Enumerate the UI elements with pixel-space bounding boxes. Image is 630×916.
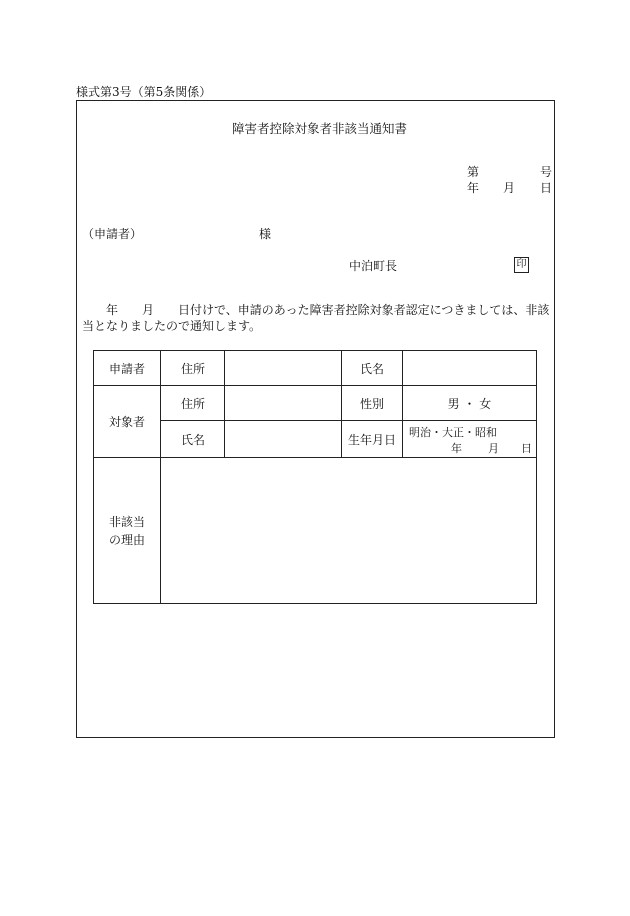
subject-name-field[interactable] bbox=[225, 421, 342, 458]
birth-month: 月 bbox=[488, 442, 499, 455]
applicant-label: （申請者） bbox=[82, 227, 143, 241]
form-number-label: 様式第3号（第5条関係） bbox=[76, 85, 212, 99]
birthdate-field[interactable] bbox=[403, 421, 537, 458]
details-table bbox=[93, 350, 537, 604]
date-day: 日 bbox=[540, 181, 553, 195]
birth-day: 日 bbox=[521, 442, 532, 455]
body-month: 月 bbox=[142, 303, 155, 317]
number-dai: 第 bbox=[467, 165, 480, 179]
reason-label-line2: の理由 bbox=[108, 532, 145, 547]
era-options: 明治・大正・昭和 bbox=[409, 426, 497, 439]
reason-field[interactable] bbox=[161, 458, 537, 604]
birthdate-label: 生年月日 bbox=[342, 421, 403, 458]
date-month: 月 bbox=[503, 181, 516, 195]
date-year: 年 bbox=[467, 181, 480, 195]
reason-label-line1: 非該当 bbox=[108, 514, 145, 529]
applicant-name-field[interactable] bbox=[403, 351, 537, 386]
applicant-honorific: 様 bbox=[259, 227, 272, 241]
subject-address-label: 住所 bbox=[161, 386, 225, 421]
birth-year: 年 bbox=[451, 442, 462, 455]
body-year: 年 bbox=[106, 303, 119, 317]
document-title: 障害者控除対象者非該当通知書 bbox=[232, 121, 408, 136]
body-text: 日付けで、申請のあった障害者控除対象者認定につきましては、非該当となりましたので通知します。 bbox=[82, 303, 550, 333]
number-go: 号 bbox=[540, 165, 553, 179]
applicant-address-field[interactable] bbox=[225, 351, 342, 386]
gender-options[interactable]: 男 ・ 女 bbox=[403, 386, 537, 421]
applicant-name-label: 氏名 bbox=[342, 351, 403, 386]
reason-label bbox=[94, 458, 161, 604]
applicant-row-label: 申請者 bbox=[94, 351, 161, 386]
subject-address-field[interactable] bbox=[225, 386, 342, 421]
notice-body bbox=[82, 302, 552, 334]
issuer-name: 中泊町長 bbox=[349, 259, 398, 273]
subject-row-label: 対象者 bbox=[94, 386, 161, 458]
seal-mark: 印 bbox=[514, 257, 529, 273]
applicant-address-label: 住所 bbox=[161, 351, 225, 386]
gender-label: 性別 bbox=[342, 386, 403, 421]
subject-name-label: 氏名 bbox=[161, 421, 225, 458]
